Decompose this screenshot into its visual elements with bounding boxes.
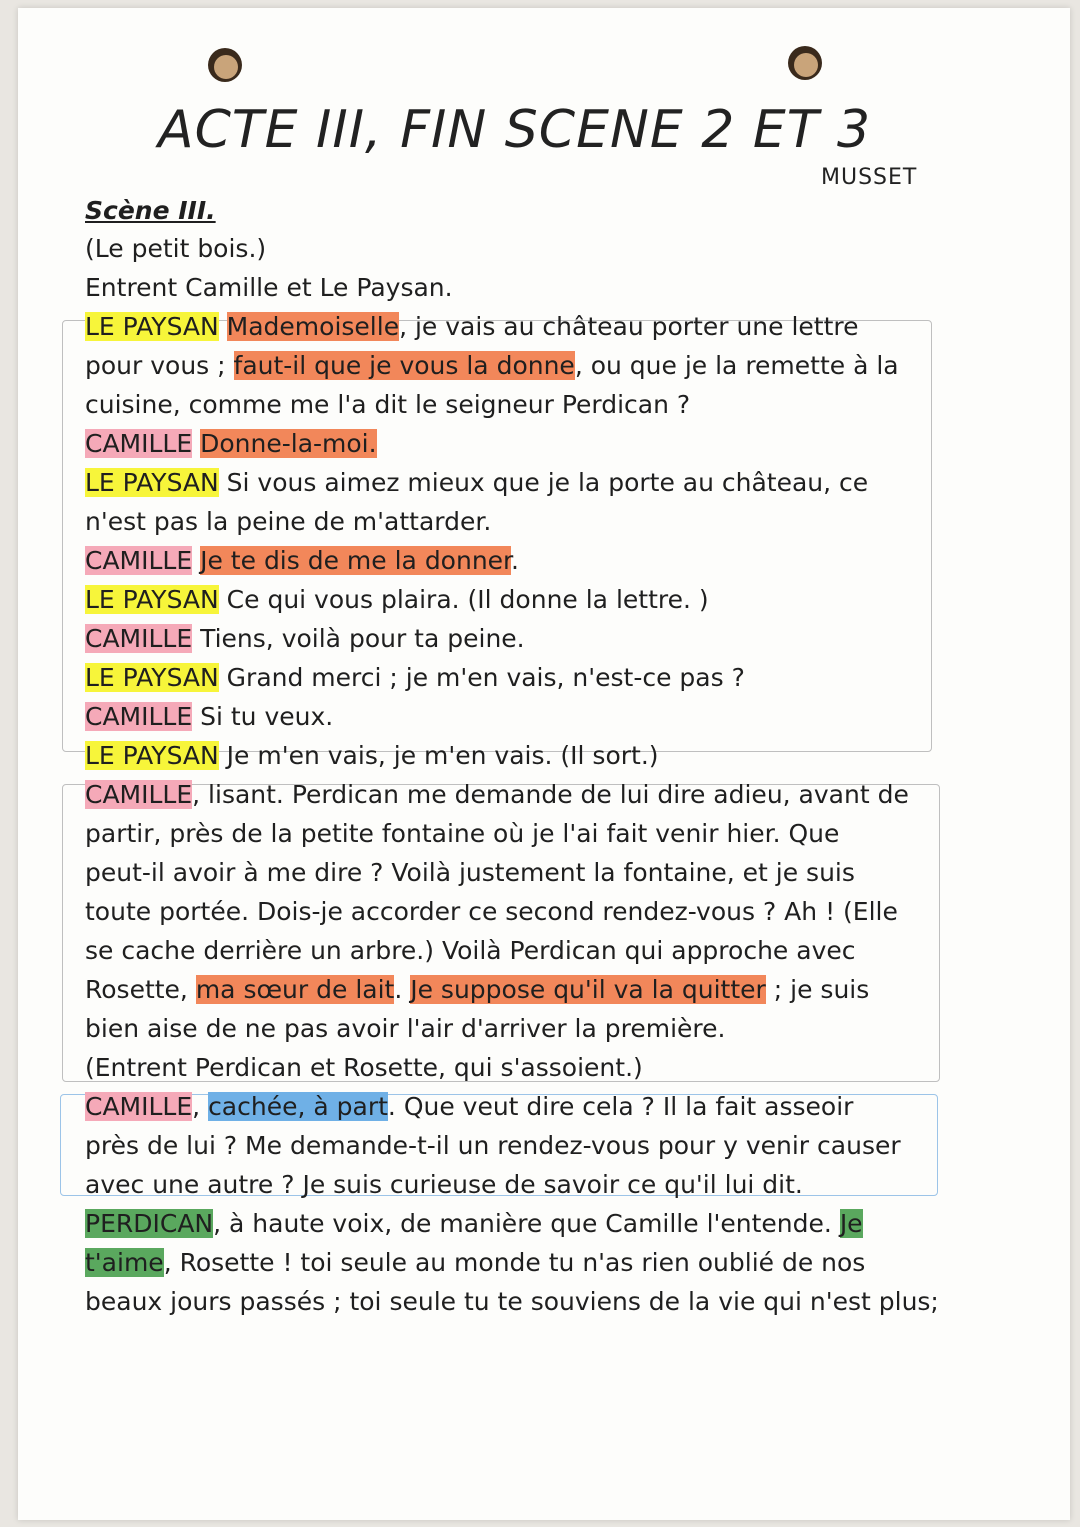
- text-segment: bien aise de ne pas avoir l'air d'arriver la première.: [85, 1014, 726, 1043]
- text-segment: , ou que je la remette à la: [574, 351, 899, 380]
- text-line: [85, 621, 525, 657]
- text-line: [85, 1284, 939, 1320]
- highlighted-text: CAMILLE: [85, 1092, 193, 1121]
- text-segment: peut-il avoir à me dire ? Voilà justement la fontaine, et je suis: [85, 858, 855, 887]
- text-segment: se cache derrière un arbre.) Voilà Perdican qui approche avec: [85, 936, 856, 965]
- text-segment: . Que veut dire cela ? Il la fait asseoir: [387, 1092, 854, 1121]
- highlighted-text: ma sœur de lait: [195, 975, 395, 1004]
- highlighted-text: LE PAYSAN: [85, 663, 219, 692]
- highlighted-text: LE PAYSAN: [85, 468, 219, 497]
- text-line: [85, 1089, 853, 1125]
- text-segment: près de lui ? Me demande-t-il un rendez-vous pour y venir causer: [85, 1131, 901, 1160]
- text-segment: Ce qui vous plaira. (Il donne la lettre. ): [218, 585, 709, 614]
- text-segment: [219, 312, 227, 341]
- text-segment: , Rosette ! toi seule au monde tu n'as rien oublié de nos: [163, 1248, 866, 1277]
- text-line: [85, 777, 909, 813]
- text-line: [85, 894, 898, 930]
- text-segment: .: [511, 546, 519, 575]
- text-segment: partir, près de la petite fontaine où je l'ai fait venir hier. Que: [85, 819, 840, 848]
- text-line: [85, 1050, 643, 1086]
- text-line: [85, 816, 839, 852]
- text-line: [85, 309, 859, 345]
- text-line: [85, 426, 377, 462]
- highlighted-text: t'aime: [85, 1248, 164, 1277]
- text-segment: [192, 546, 200, 575]
- text-segment: pour vous ;: [85, 351, 234, 380]
- text-segment: Rosette,: [85, 975, 196, 1004]
- text-segment: Si vous aimez mieux que je la porte au château, ce: [218, 468, 869, 497]
- notebook-page: [18, 8, 1070, 1520]
- highlighted-text: cachée, à part: [208, 1092, 388, 1121]
- text-line: [85, 1245, 865, 1281]
- highlighted-text: LE PAYSAN: [85, 312, 219, 341]
- text-segment: ; je suis: [765, 975, 870, 1004]
- text-segment: [192, 429, 200, 458]
- text-segment: , je vais au château porter une lettre: [399, 312, 859, 341]
- text-line: [85, 972, 869, 1008]
- highlighted-text: Je: [839, 1209, 863, 1238]
- highlighted-text: CAMILLE: [85, 546, 193, 575]
- text-line: [85, 387, 690, 423]
- page-title: ACTE III, FIN SCENE 2 ET 3: [158, 100, 872, 160]
- highlighted-text: CAMILLE: [85, 429, 193, 458]
- text-line: [85, 738, 659, 774]
- highlighted-text: Donne-la-moi.: [200, 429, 377, 458]
- highlighted-text: PERDICAN: [85, 1209, 214, 1238]
- highlighted-text: LE PAYSAN: [85, 741, 219, 770]
- highlighted-text: LE PAYSAN: [85, 585, 219, 614]
- punch-hole: [208, 48, 242, 82]
- text-line: [85, 855, 855, 891]
- text-line: [85, 465, 868, 501]
- scene-heading: Scène III.: [85, 196, 216, 225]
- text-segment: Je m'en vais, je m'en vais. (Il sort.): [218, 741, 659, 770]
- text-segment: , lisant. Perdican me demande de lui dire adieu, avant de: [192, 780, 909, 809]
- text-line: [85, 270, 453, 306]
- punch-hole: [788, 46, 822, 80]
- text-segment: beaux jours passés ; toi seule tu te souviens de la vie qui n'est plus;: [85, 1287, 939, 1316]
- text-line: [85, 660, 745, 696]
- text-segment: Tiens, voilà pour ta peine.: [192, 624, 525, 653]
- text-segment: , à haute voix, de manière que Camille l'entende.: [213, 1209, 840, 1238]
- text-segment: (Le petit bois.): [85, 234, 267, 263]
- text-segment: .: [394, 975, 411, 1004]
- highlighted-text: Je suppose qu'il va la quitter: [410, 975, 766, 1004]
- highlighted-text: Je te dis de me la donner: [200, 546, 512, 575]
- text-line: [85, 231, 266, 267]
- text-line: [85, 543, 519, 579]
- text-line: [85, 504, 491, 540]
- text-segment: cuisine, comme me l'a dit le seigneur Perdican ?: [85, 390, 691, 419]
- highlighted-text: Mademoiselle: [226, 312, 400, 341]
- text-segment: Si tu veux.: [192, 702, 334, 731]
- highlighted-text: CAMILLE: [85, 624, 193, 653]
- text-segment: ,: [192, 1092, 209, 1121]
- text-segment: toute portée. Dois-je accorder ce second rendez-vous ? Ah ! (Elle: [85, 897, 898, 926]
- author-name: MUSSET: [821, 165, 918, 190]
- highlighted-text: CAMILLE: [85, 780, 193, 809]
- text-line: [85, 699, 333, 735]
- highlighted-text: faut-il que je vous la donne: [233, 351, 575, 380]
- text-line: [85, 1011, 725, 1047]
- text-segment: Grand merci ; je m'en vais, n'est-ce pas ?: [218, 663, 745, 692]
- text-line: [85, 1167, 803, 1203]
- text-segment: (Entrent Perdican et Rosette, qui s'assoient.): [85, 1053, 643, 1082]
- text-line: [85, 933, 855, 969]
- text-line: [85, 582, 709, 618]
- text-line: [85, 1206, 863, 1242]
- highlighted-text: CAMILLE: [85, 702, 193, 731]
- text-line: [85, 1128, 901, 1164]
- text-segment: Entrent Camille et Le Paysan.: [85, 273, 453, 302]
- text-segment: n'est pas la peine de m'attarder.: [85, 507, 492, 536]
- text-line: [85, 348, 899, 384]
- text-segment: avec une autre ? Je suis curieuse de savoir ce qu'il lui dit.: [85, 1170, 803, 1199]
